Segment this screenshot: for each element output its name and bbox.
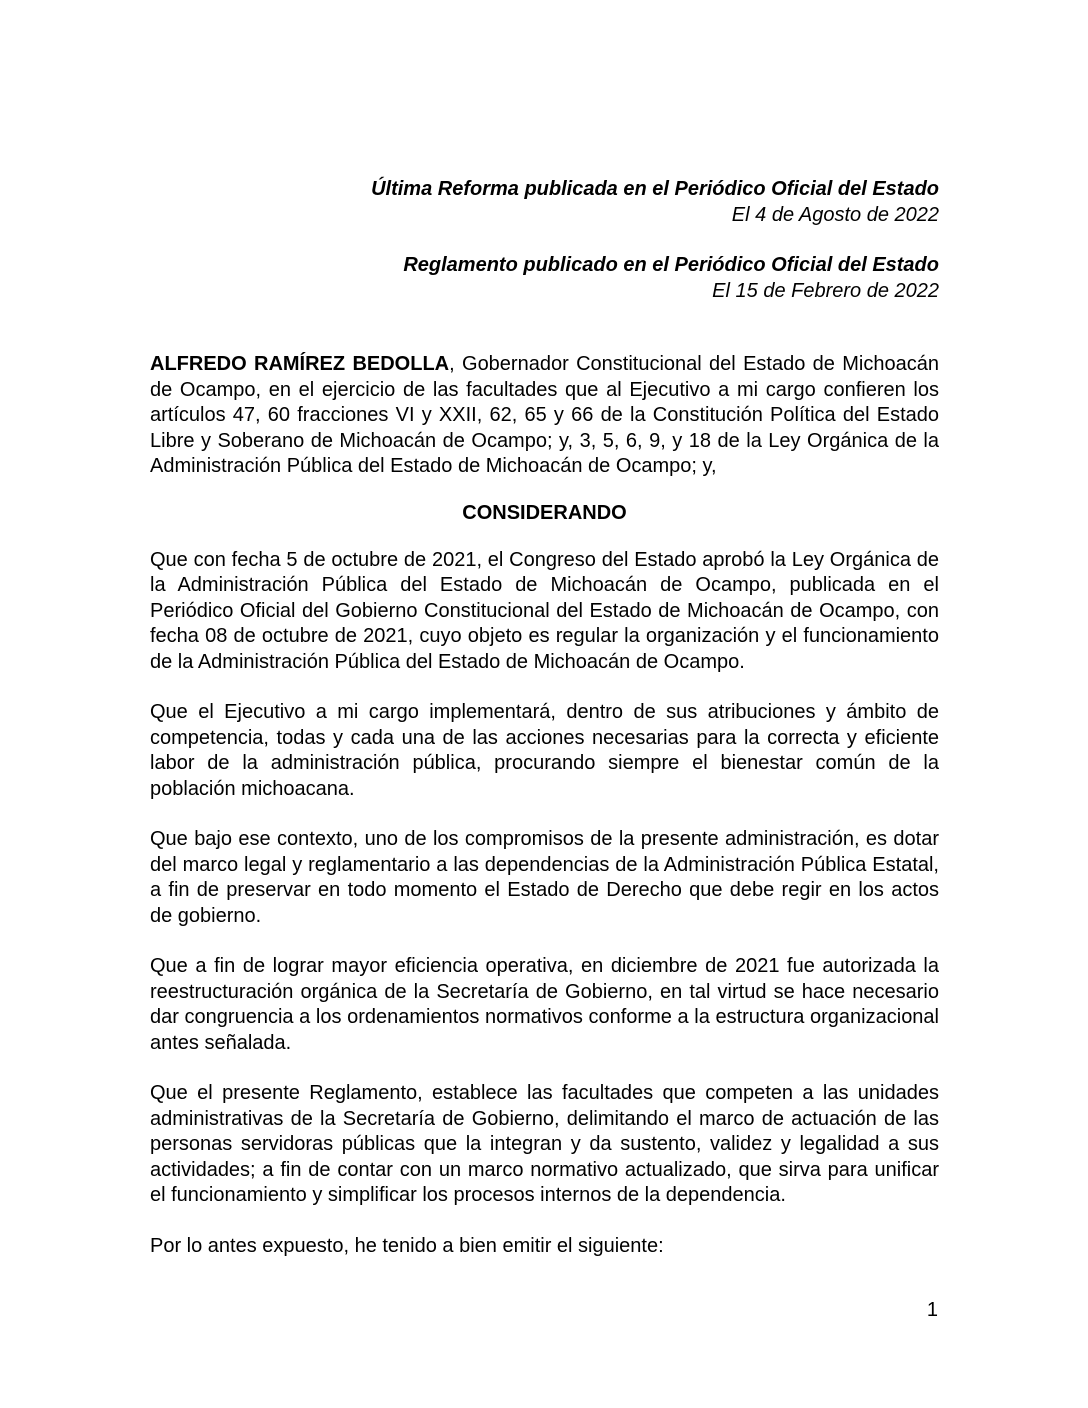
intro-paragraph	[150, 352, 939, 480]
document-content	[150, 176, 939, 1259]
page-number: 1	[926, 1299, 938, 1321]
closing-paragraph: Por lo antes expuesto, he tenido a bien emitir el siguiente:	[150, 1234, 664, 1257]
regulation-publication-block	[150, 252, 939, 304]
last-reform-title: Última Reforma publicada en el Periódico Oficial del Estado	[371, 178, 939, 200]
considerando-paragraph-5: Que el presente Reglamento, establece las facultades que competen a las unidades administrativas de la Secretaría de Gobierno, delimitando el marco de actuación de las personas servidoras públicas que la integran y da sustento, validez y legalidad a sus actividades; a fin de contar con un marco normativo actualizado, que sirva para unificar el funcionamiento y simplificar los procesos internos de la dependencia.	[150, 1082, 939, 1206]
regulation-publication-title: Reglamento publicado en el Periódico Oficial del Estado	[403, 254, 939, 276]
governor-name: ALFREDO RAMÍREZ BEDOLLA	[150, 353, 450, 375]
last-reform-block	[150, 176, 939, 228]
considerando-paragraph-2: Que el Ejecutivo a mi cargo implementará, dentro de sus atribuciones y ámbito de competencia, todas y cada una de las acciones necesarias para la correcta y eficiente labor de la administración pública, procurando siempre el bienestar común de la población michoacana.	[150, 701, 939, 800]
intro-text: , Gobernador Constitucional del Estado de Michoacán de Ocampo, en el ejercicio de las facultades que al Ejecutivo a mi cargo confieren los artículos 47, 60 fracciones VI y XXII, 62, 65 y 66 de la Constitución Política del Estado Libre y Soberano de Michoacán de Ocampo; y, 3, 5, 6, 9, y 18 de la Ley Orgánica de la Administración Pública del Estado de Michoacán de Ocampo; y,	[150, 353, 939, 477]
section-heading: CONSIDERANDO	[462, 501, 627, 524]
last-reform-date: El 4 de Agosto de 2022	[731, 204, 939, 226]
considerando-paragraph-3: Que bajo ese contexto, uno de los compromisos de la presente administración, es dotar del marco legal y reglamentario a las dependencias de la Administración Pública Estatal, a fin de preservar en todo momento el Estado de Derecho que debe regir en los actos de gobierno.	[150, 828, 939, 927]
considerando-paragraph-4: Que a fin de lograr mayor eficiencia operativa, en diciembre de 2021 fue autorizada la reestructuración orgánica de la Secretaría de Gobierno, en tal virtud se hace necesario dar congruencia a los ordenamientos normativos conforme a la estructura organizacional antes señalada.	[150, 955, 939, 1054]
regulation-publication-date: El 15 de Febrero de 2022	[712, 280, 939, 302]
considerando-paragraph-1: Que con fecha 5 de octubre de 2021, el Congreso del Estado aprobó la Ley Orgánica de la Administración Pública del Estado de Michoacán de Ocampo, publicada en el Periódico Oficial del Gobierno Constitucional del Estado de Michoacán de Ocampo, con fecha 08 de octubre de 2021, cuyo objeto es regular la organización y el funcionamiento de la Administración Pública del Estado de Michoacán de Ocampo.	[150, 548, 939, 673]
